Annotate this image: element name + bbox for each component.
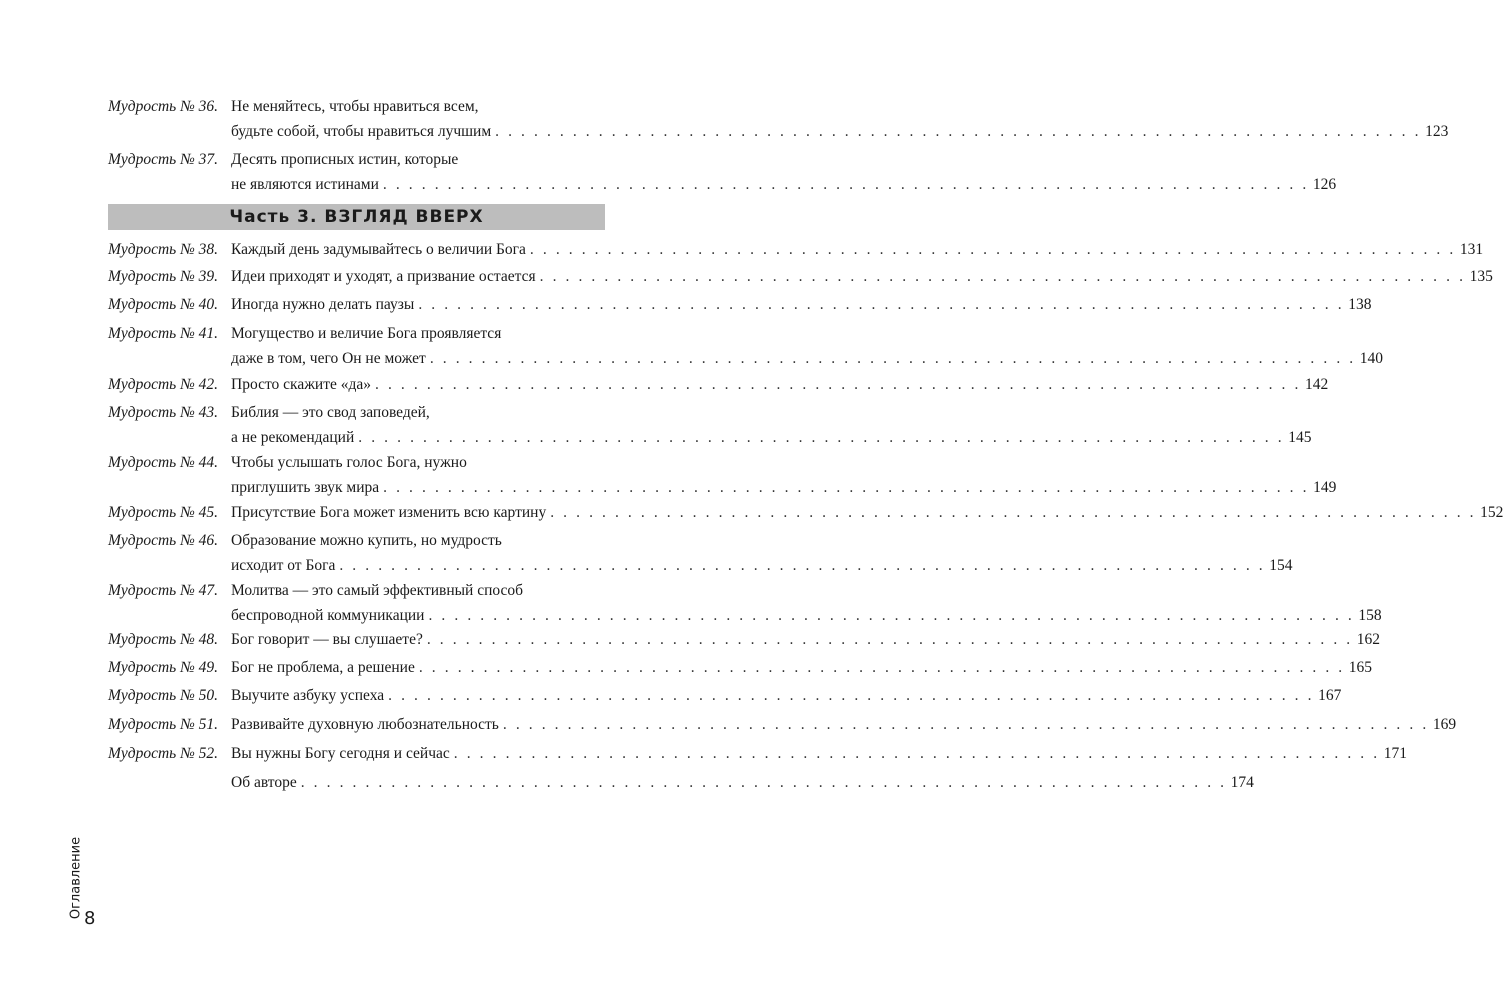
dot-leader: . . . . . . . . . . . . . . . . . . . . . . . . . . . . . . . . . . . . . . . . . . . . . . . . . . . . . . . . . . . . . . . . . . . . . . . .: [502, 716, 1429, 733]
entry-title-line: а не рекомендаций: [231, 429, 355, 446]
dot-leader: . . . . . . . . . . . . . . . . . . . . . . . . . . . . . . . . . . . . . . . . . . . . . . . . . . . . . . . . . . . . . . . . . . . . . . . .: [375, 376, 1301, 393]
entry-title-line: Развивайте духовную любознательность: [231, 716, 499, 733]
entry-title-line: Чтобы услышать голос Бога, нужно: [231, 454, 467, 471]
entry-title-line: Образование можно купить, но мудрость: [231, 532, 502, 549]
page-ref: 165: [1348, 659, 1373, 676]
part-heading: Часть 3. ВЗГЛЯД ВВЕРХ: [108, 204, 605, 230]
entry-title-line: Просто скажите «да»: [231, 376, 372, 393]
page-ref: 142: [1304, 376, 1329, 393]
page-ref: 154: [1269, 557, 1293, 574]
dot-leader: . . . . . . . . . . . . . . . . . . . . . . . . . . . . . . . . . . . . . . . . . . . . . . . . . . . . . . . . . . . . . . . . . . . . . . . .: [418, 659, 1345, 676]
entry-label: Мудрость № 48.: [108, 631, 218, 648]
section-side-label: Оглавление: [68, 836, 84, 920]
dot-leader: . . . . . . . . . . . . . . . . . . . . . . . . . . . . . . . . . . . . . . . . . . . . . . . . . . . . . . . . . . . . . . . . . . . . . . . .: [383, 479, 1310, 496]
page-ref: 167: [1318, 687, 1342, 704]
entry-title: [231, 147, 1337, 197]
entry-title: [231, 683, 1342, 708]
page-ref: 152: [1480, 504, 1503, 521]
entry-title: [231, 292, 1372, 317]
entry-label: Мудрость № 50.: [108, 687, 218, 704]
entry-label: Мудрость № 45.: [108, 504, 218, 521]
toc-entry: [108, 237, 1484, 262]
entry-label: Мудрость № 52.: [108, 745, 218, 762]
entry-title: [231, 400, 1312, 450]
toc-entry: [108, 372, 1329, 397]
entry-label: Мудрость № 46.: [108, 532, 218, 549]
entry-label: Мудрость № 39.: [108, 268, 218, 285]
toc-entry: [108, 94, 1449, 144]
page-ref: 123: [1425, 123, 1449, 140]
toc-entry: [108, 292, 1372, 317]
entry-title-line: Не меняйтесь, чтобы нравиться всем,: [231, 98, 479, 115]
dot-leader: . . . . . . . . . . . . . . . . . . . . . . . . . . . . . . . . . . . . . . . . . . . . . . . . . . . . . . . . . . . . . . . . . . . . . . . .: [382, 176, 1309, 193]
entry-title: [231, 627, 1381, 652]
toc-entry: [108, 147, 1337, 197]
entry-label: Мудрость № 37.: [108, 151, 218, 168]
dot-leader: . . . . . . . . . . . . . . . . . . . . . . . . . . . . . . . . . . . . . . . . . . . . . . . . . . . . . . . . . . . . . . . . . . . . . . . .: [429, 350, 1356, 367]
entry-label: Мудрость № 49.: [108, 659, 218, 676]
dot-leader: . . . . . . . . . . . . . . . . . . . . . . . . . . . . . . . . . . . . . . . . . . . . . . . . . . . . . . . . . . . . . . . . . . . . . . . .: [358, 429, 1285, 446]
entry-title: [231, 264, 1493, 289]
entry-title-line: будьте собой, чтобы нравиться лучшим: [231, 123, 492, 140]
page-ref: 140: [1359, 350, 1384, 367]
entry-title: [231, 237, 1484, 262]
page-number: 8: [84, 908, 96, 929]
entry-title: [231, 500, 1503, 525]
entry-title-line: Библия — это свод заповедей,: [231, 404, 430, 421]
entry-title-line: не являются истинами: [231, 176, 379, 193]
entry-title-line: исходит от Бога: [231, 557, 336, 574]
entry-title: [231, 372, 1329, 397]
entry-title: [231, 741, 1407, 766]
entry-title-line: Бог говорит — вы слушаете?: [231, 631, 423, 648]
entry-title-line: Иногда нужно делать паузы: [231, 296, 415, 313]
entry-title: [231, 578, 1382, 628]
dot-leader: . . . . . . . . . . . . . . . . . . . . . . . . . . . . . . . . . . . . . . . . . . . . . . . . . . . . . . . . . . . . . . . . . . . . . . . .: [529, 241, 1456, 258]
entry-title: [231, 770, 1254, 795]
dot-leader: . . . . . . . . . . . . . . . . . . . . . . . . . . . . . . . . . . . . . . . . . . . . . . . . . . . . . . . . . . . . . . . . . . . . . . . .: [418, 296, 1345, 313]
entry-title: [231, 321, 1384, 371]
entry-title: [231, 450, 1337, 500]
page-ref: 174: [1230, 774, 1254, 791]
entry-title: [231, 712, 1457, 737]
toc-entry: [108, 400, 1312, 450]
dot-leader: . . . . . . . . . . . . . . . . . . . . . . . . . . . . . . . . . . . . . . . . . . . . . . . . . . . . . . . . . . . . . . . . . . . . . . . .: [388, 687, 1315, 704]
entry-title-line: Каждый день задумывайтесь о величии Бога: [231, 241, 526, 258]
entry-title: [231, 94, 1449, 144]
entry-label: Мудрость № 43.: [108, 404, 218, 421]
toc-entry: [108, 627, 1381, 652]
dot-leader: . . . . . . . . . . . . . . . . . . . . . . . . . . . . . . . . . . . . . . . . . . . . . . . . . . . . . . . . . . . . . . . . . . . . . . . .: [300, 774, 1227, 791]
toc-entry: [108, 741, 1407, 766]
entry-label: Мудрость № 40.: [108, 296, 218, 313]
page-ref: 145: [1288, 429, 1312, 446]
page-ref: 131: [1459, 241, 1484, 258]
entry-label: Мудрость № 44.: [108, 454, 218, 471]
entry-title-line: Десять прописных истин, которые: [231, 151, 459, 168]
entry-label: Мудрость № 51.: [108, 716, 218, 733]
dot-leader: . . . . . . . . . . . . . . . . . . . . . . . . . . . . . . . . . . . . . . . . . . . . . . . . . . . . . . . . . . . . . . . . . . . . . . . .: [539, 268, 1466, 285]
dot-leader: . . . . . . . . . . . . . . . . . . . . . . . . . . . . . . . . . . . . . . . . . . . . . . . . . . . . . . . . . . . . . . . . . . . . . . . .: [495, 123, 1422, 140]
entry-title: [231, 655, 1373, 680]
entry-title-line: Об авторе: [231, 774, 297, 791]
entry-label: Мудрость № 47.: [108, 582, 218, 599]
entry-title-line: беспроводной коммуникации: [231, 607, 425, 624]
toc-entry: [108, 578, 1382, 628]
toc-entry: [108, 264, 1493, 289]
page-ref: 171: [1383, 745, 1407, 762]
toc-entry: [108, 528, 1293, 578]
dot-leader: . . . . . . . . . . . . . . . . . . . . . . . . . . . . . . . . . . . . . . . . . . . . . . . . . . . . . . . . . . . . . . . . . . . . . . . .: [453, 745, 1380, 762]
toc-entry: [108, 500, 1503, 525]
page-ref: 162: [1356, 631, 1381, 648]
entry-title-line: даже в том, чего Он не может: [231, 350, 426, 367]
toc-entry: [108, 683, 1342, 708]
page-ref: 169: [1432, 716, 1457, 733]
toc-entry: [108, 712, 1457, 737]
entry-title: [231, 528, 1293, 578]
page-ref: 158: [1358, 607, 1382, 624]
page-ref: 149: [1313, 479, 1337, 496]
dot-leader: . . . . . . . . . . . . . . . . . . . . . . . . . . . . . . . . . . . . . . . . . . . . . . . . . . . . . . . . . . . . . . . . . . . . . . . .: [339, 557, 1266, 574]
entry-title-line: Молитва — это самый эффективный способ: [231, 582, 524, 599]
dot-leader: . . . . . . . . . . . . . . . . . . . . . . . . . . . . . . . . . . . . . . . . . . . . . . . . . . . . . . . . . . . . . . . . . . . . . . . .: [550, 504, 1477, 521]
dot-leader: . . . . . . . . . . . . . . . . . . . . . . . . . . . . . . . . . . . . . . . . . . . . . . . . . . . . . . . . . . . . . . . . . . . . . . . .: [428, 607, 1355, 624]
toc-entry: [108, 770, 1254, 795]
entry-label: Мудрость № 36.: [108, 98, 218, 115]
entry-title-line: Идеи приходят и уходят, а призвание остается: [231, 268, 536, 285]
entry-label: Мудрость № 41.: [108, 325, 218, 342]
entry-label: Мудрость № 38.: [108, 241, 218, 258]
page-ref: 135: [1469, 268, 1493, 285]
entry-title-line: приглушить звук мира: [231, 479, 380, 496]
entry-title-line: Выучите азбуку успеха: [231, 687, 385, 704]
entry-label: Мудрость № 42.: [108, 376, 218, 393]
toc-entry: [108, 655, 1373, 680]
page-ref: 138: [1348, 296, 1372, 313]
entry-title-line: Могущество и величие Бога проявляется: [231, 325, 502, 342]
page-ref: 126: [1312, 176, 1337, 193]
toc-entry: [108, 321, 1384, 371]
entry-title-line: Присутствие Бога может изменить всю картину: [231, 504, 547, 521]
entry-title-line: Бог не проблема, а решение: [231, 659, 415, 676]
toc-entry: [108, 450, 1337, 500]
dot-leader: . . . . . . . . . . . . . . . . . . . . . . . . . . . . . . . . . . . . . . . . . . . . . . . . . . . . . . . . . . . . . . . . . . . . . . . .: [426, 631, 1353, 648]
entry-title-line: Вы нужны Богу сегодня и сейчас: [231, 745, 450, 762]
